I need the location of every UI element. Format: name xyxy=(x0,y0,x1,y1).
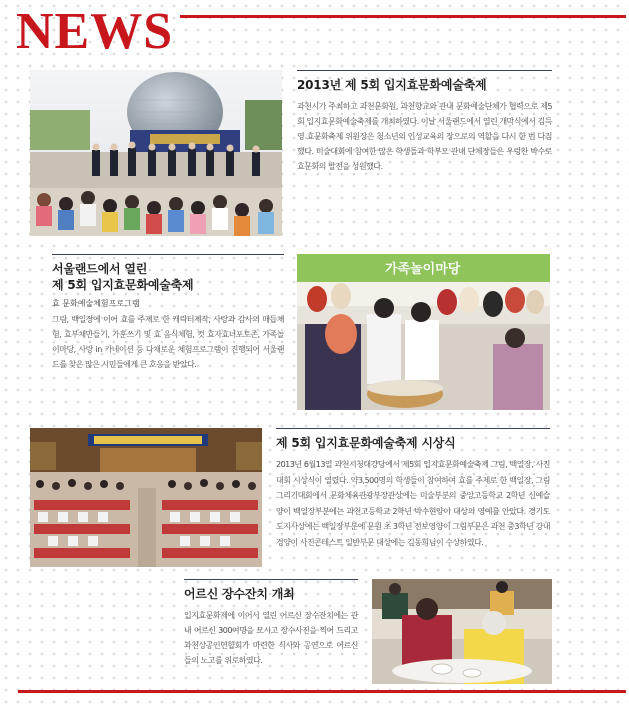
banner-text: 가족놀이마당 xyxy=(385,262,461,277)
story-title: 제 5회 입지효문화예술축제 시상식 xyxy=(276,436,456,450)
story-title: 2013년 제 5회 입지효문화예술축제 xyxy=(297,78,487,92)
photo-elders-feast xyxy=(372,579,552,684)
photo-award-ceremony xyxy=(30,428,262,567)
story-rule xyxy=(276,428,550,429)
story-rule xyxy=(184,579,358,580)
top-rule xyxy=(180,15,626,18)
story-body: 그림, 백일장에 이어 효를 주제로 한 캐릭터제작, 사랑과 감사의 매듭체험, 효부채만들기, 가훈쓰기 및 효 음식체험, 컷 효자효녀포토존, 가족놀이마당, 사랑 in 카네이션 등 다채로운 체험프로그램이 진행되어 서울랜드를 찾은 많은 시민들에게 큰 호응을 받았다. xyxy=(52,315,284,369)
story-award-ceremony xyxy=(276,428,550,550)
story-seoulland xyxy=(52,254,284,372)
photo-opening-ceremony xyxy=(30,70,282,236)
story-elders-feast xyxy=(184,579,358,668)
story-rule xyxy=(52,254,284,255)
masthead-title: NEWS xyxy=(16,3,174,60)
story-title-line-2: 제 5회 입지효문화예술축제 xyxy=(52,278,194,292)
story-festival-2013 xyxy=(297,70,552,174)
story-body: 과천시가 주최하고 과천문화원, 과천향교와 관내 문화예술단체가 협력으로 제5회 입지효문화예술축제를 개최하였다. 이날 서울랜드에서 열린 개막식에서 김득영 효문화축제 위원장은 청소년의 인성교육의 장으로의 역할을 다시 한 번 다짐했다. 미술대회에 참여한 많은 학생들과 학부모 관내 단체장들은 우렁찬 박수로 효문화의 발전을 성원했다. xyxy=(297,102,552,171)
story-rule xyxy=(297,70,552,71)
bottom-rule xyxy=(18,690,626,693)
story-body: 입지효문화제에 이어서 열린 어르신 장수잔치에는 관내 어르신 300여명을 모시고 장수사진을 찍어 드리고 과천상공인연합회가 마련한 식사와 공연으로 어르신들의 노고를 위로하였다. xyxy=(184,611,358,665)
story-title xyxy=(52,261,284,293)
story-body: 2013년 6월13일 과천시청대강당에서 제5회 입지효문화예술축제 그림, 백일장, 사진대회 시상식이 열렸다. 약3,500명의 학생들이 참여하여 효를 주제로 한 백일장, 그림그리기대회에서 문화체육관광부장관상에는 미술부분의 중앙고등학교 2학년 신예슬양이 백일장부분에는 과천고등학교 2학년 박수현양이 대상의 영예를 안았다. 경기도 도지사상에는 백일장부분에 문원 초 3학년 전보영양이 그림부문은 과천 중3학년 강내경양이 사진콘테스트 일반부문 대상에는 김동희님이 수상하였다. xyxy=(276,460,550,547)
story-subtitle: 효 문화예술체험프로그램 xyxy=(52,299,140,308)
story-title: 어르신 장수잔치 개최 xyxy=(184,587,295,601)
story-title-line-1: 서울랜드에서 열린 xyxy=(52,262,148,276)
photo-family-play-area xyxy=(297,254,550,410)
